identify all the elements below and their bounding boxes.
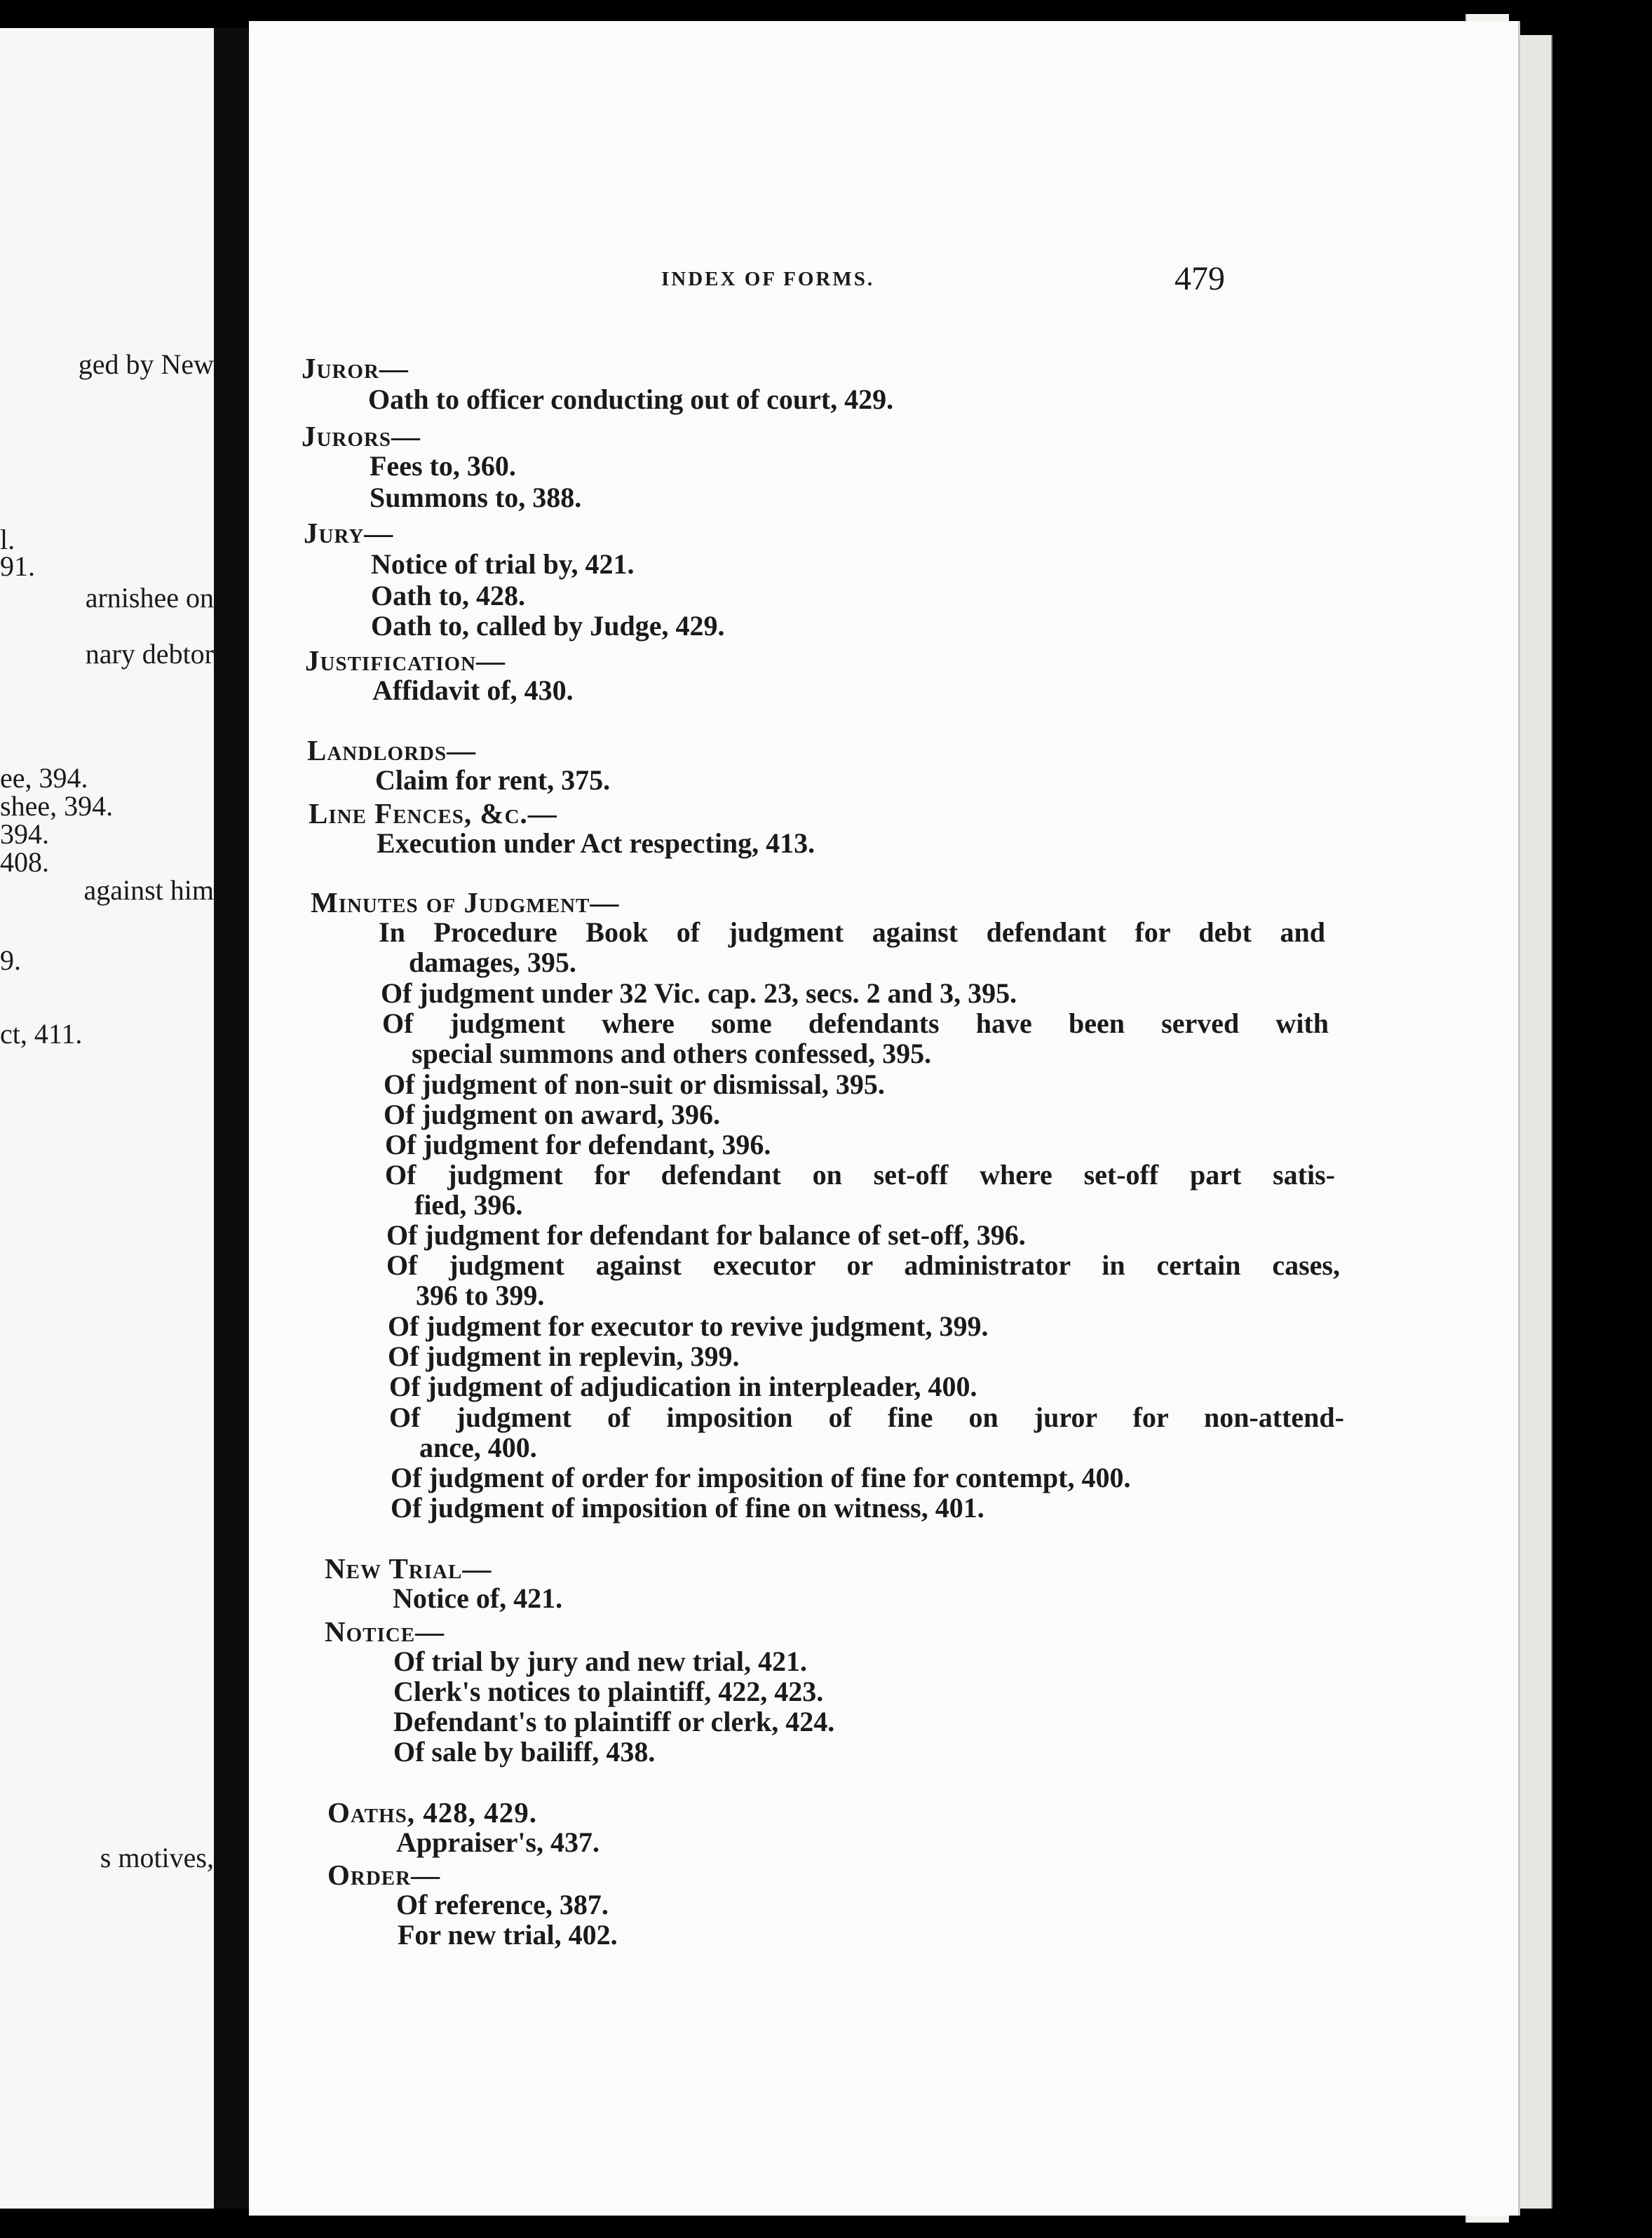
index-entry: Of judgment of non-suit or dismissal, 395. [384, 1069, 885, 1100]
index-entry: Of sale by bailiff, 438. [393, 1736, 656, 1768]
index-heading-order: Order— [327, 1859, 441, 1891]
index-entry: Notice of trial by, 421. [371, 548, 635, 580]
index-entry: Of judgment under 32 Vic. cap. 23, secs. 2 and 3, 395. [381, 977, 1017, 1009]
left-fragment-line: ee, 394. [0, 762, 88, 794]
left-fragment-line: ct, 411. [0, 1018, 83, 1050]
left-fragment-line: 394. [0, 818, 49, 850]
index-entry: Of judgment on award, 396. [384, 1099, 721, 1130]
index-heading-landlords: Landlords— [307, 734, 477, 766]
index-entry-continuation: fied, 396. [414, 1189, 523, 1221]
index-heading-oaths: Oaths, 428, 429. [327, 1796, 537, 1829]
index-entry: Affidavit of, 430. [372, 674, 574, 706]
left-fragment-line: against him [83, 874, 214, 906]
index-entry: Oath to officer conducting out of court, 429. [368, 384, 894, 415]
index-entry: Of judgment in replevin, 399. [388, 1341, 740, 1372]
index-entry: Of trial by jury and new trial, 421. [393, 1646, 807, 1677]
index-heading-minutes-of-judgment: Minutes of Judgment— [311, 886, 620, 918]
index-heading-notice: Notice— [325, 1615, 445, 1648]
index-entry: Of judgment for defendant on set-off where set-off part satis- [385, 1159, 1335, 1191]
index-entry-continuation: ance, 400. [419, 1432, 537, 1463]
index-heading-juror: Juror— [302, 352, 409, 384]
index-entry: Of judgment of imposition of fine on witness, 401. [391, 1492, 984, 1524]
index-entry: Of judgment for defendant, 396. [385, 1129, 771, 1160]
left-fragment-line: arnishee on [85, 582, 214, 613]
left-fragment-line: shee, 394. [0, 790, 114, 822]
index-heading-new-trial: New Trial— [325, 1552, 492, 1585]
index-entry: Of judgment where some defendants have been served with [382, 1008, 1329, 1039]
index-entry: Of reference, 387. [396, 1889, 609, 1920]
index-entry: Of judgment of adjudication in interpleader, 400. [389, 1371, 977, 1402]
index-entry: Defendant's to plaintiff or clerk, 424. [393, 1706, 835, 1737]
index-entry: Of judgment for defendant for balance of set-off, 396. [386, 1219, 1026, 1251]
left-fragment-line: 91. [0, 550, 35, 582]
index-entry: Oath to, 428. [371, 580, 525, 611]
index-entry: Claim for rent, 375. [375, 764, 611, 796]
index-entry: Summons to, 388. [370, 482, 582, 513]
left-fragment-line: l. [0, 524, 15, 555]
index-heading-line-fences: Line Fences, &c.— [309, 797, 557, 829]
index-entry: Appraiser's, 437. [396, 1826, 600, 1858]
left-fragment-line: s motives, [100, 1842, 214, 1873]
index-entry: Of judgment against executor or administrator in certain cases, [386, 1249, 1340, 1281]
left-page-fragment [0, 28, 214, 2209]
left-fragment-line: 9. [0, 944, 21, 976]
index-entry-continuation: 396 to 399. [416, 1280, 545, 1311]
index-entry: Of judgment of order for imposition of fine for contempt, 400. [391, 1462, 1131, 1493]
index-entry: Execution under Act respecting, 413. [377, 827, 815, 859]
index-heading-jurors: Jurors— [302, 420, 421, 452]
index-entry: Notice of, 421. [393, 1582, 563, 1614]
index-entry: Of judgment for executor to revive judgment, 399. [388, 1310, 989, 1342]
page-number: 479 [1174, 260, 1225, 297]
index-entry: Oath to, called by Judge, 429. [371, 610, 725, 642]
right-page [249, 21, 1520, 2216]
left-fragment-line: 408. [0, 846, 49, 878]
book-gutter [214, 28, 249, 2209]
index-entry-continuation: damages, 395. [409, 947, 576, 978]
index-entry: Clerk's notices to plaintiff, 422, 423. [393, 1676, 824, 1707]
index-entry: In Procedure Book of judgment against defendant for debt and [379, 916, 1325, 948]
index-entry: Fees to, 360. [370, 450, 516, 482]
index-heading-justification: Justification— [305, 644, 506, 677]
left-fragment-line: nary debtor [85, 638, 214, 670]
index-entry: Of judgment of imposition of fine on juror for non-attend- [389, 1402, 1344, 1433]
left-fragment-line: ged by New [78, 348, 214, 380]
index-heading-jury: Jury— [304, 517, 394, 549]
index-entry: For new trial, 402. [398, 1919, 618, 1951]
running-head: INDEX OF FORMS. [661, 268, 875, 290]
index-entry-continuation: special summons and others confessed, 395. [412, 1038, 932, 1069]
